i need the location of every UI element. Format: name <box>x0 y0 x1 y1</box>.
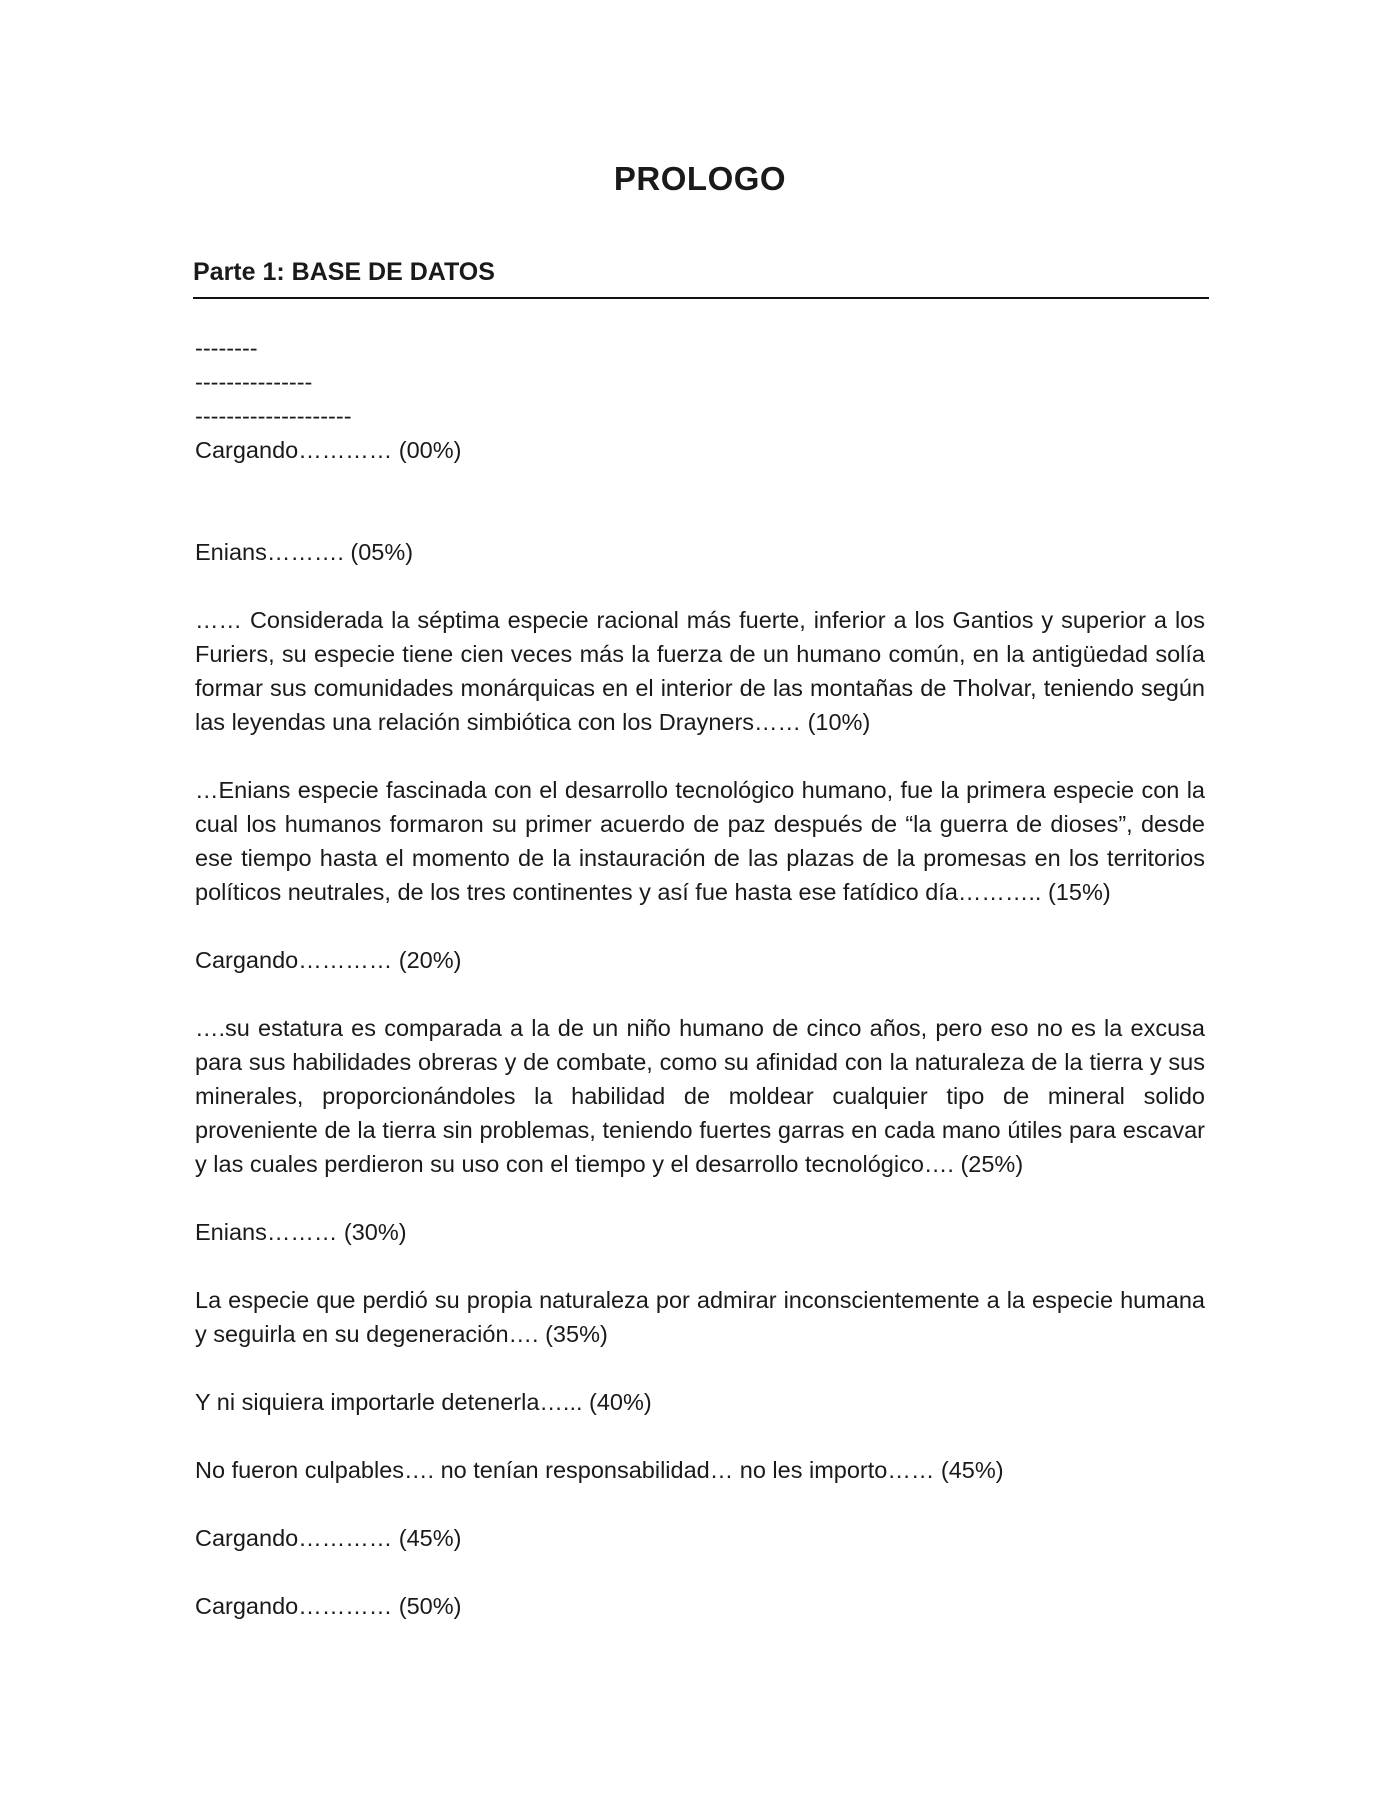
paragraph-10: …… Considerada la séptima especie racional más fuerte, inferior a los Gantios y superior a los Furiers, su especie tiene cien veces más la fuerza de un humano común, en la antigüedad solía formar sus comunidades monárquicas en el interior de las montañas de Tholvar, teniendo según las leyendas una relación simbiótica con los Drayners…… (10%) <box>195 607 1205 735</box>
section-heading: Parte 1: BASE DE DATOS <box>193 258 1209 299</box>
paragraph-35: La especie que perdió su propia naturaleza por admirar inconscientemente a la especie humana y seguirla en su degeneración…. (35%) <box>195 1287 1205 1347</box>
enians-line-30: Enians……… (30%) <box>195 1219 407 1245</box>
line-40: Y ni siquiera importarle detenerla…... (40%) <box>195 1389 652 1415</box>
paragraph-25: ….su estatura es comparada a la de un niño humano de cinco años, pero eso no es la excusa para sus habilidades obreras y de combate, como su afinidad con la naturaleza de la tierra y sus minerales, proporcionándoles la habilidad de moldear cualquier tipo de mineral solido proveniente de la tierra sin problemas, teniendo fuertes garras en cada mano útiles para escavar y las cuales perdieron su uso con el tiempo y el desarrollo tecnológico…. (25%) <box>195 1015 1205 1177</box>
dash-line-2: --------------- <box>195 369 313 395</box>
loading-line-50: Cargando………… (50%) <box>195 1593 462 1619</box>
page-title: PROLOGO <box>613 160 787 197</box>
dash-line-3: -------------------- <box>195 403 352 429</box>
loading-line-00: Cargando………… (00%) <box>195 437 462 463</box>
paragraph-15: …Enians especie fascinada con el desarrollo tecnológico humano, fue la primera especie con la cual los humanos formaron su primer acuerdo de paz después de “la guerra de dioses”, desde ese tiempo hasta el momento de la instauración de las plazas de la promesas en los territorios políticos neutrales, de los tres continentes y así fue hasta ese fatídico día……….. (15%) <box>195 777 1205 905</box>
loading-line-45: Cargando………… (45%) <box>195 1525 462 1551</box>
dash-line-1: -------- <box>195 335 258 361</box>
loading-line-20: Cargando………… (20%) <box>195 947 462 973</box>
enians-line-05: Enians………. (05%) <box>195 539 414 565</box>
line-45-culpables: No fueron culpables…. no tenían responsabilidad… no les importo…… (45%) <box>195 1457 1004 1483</box>
